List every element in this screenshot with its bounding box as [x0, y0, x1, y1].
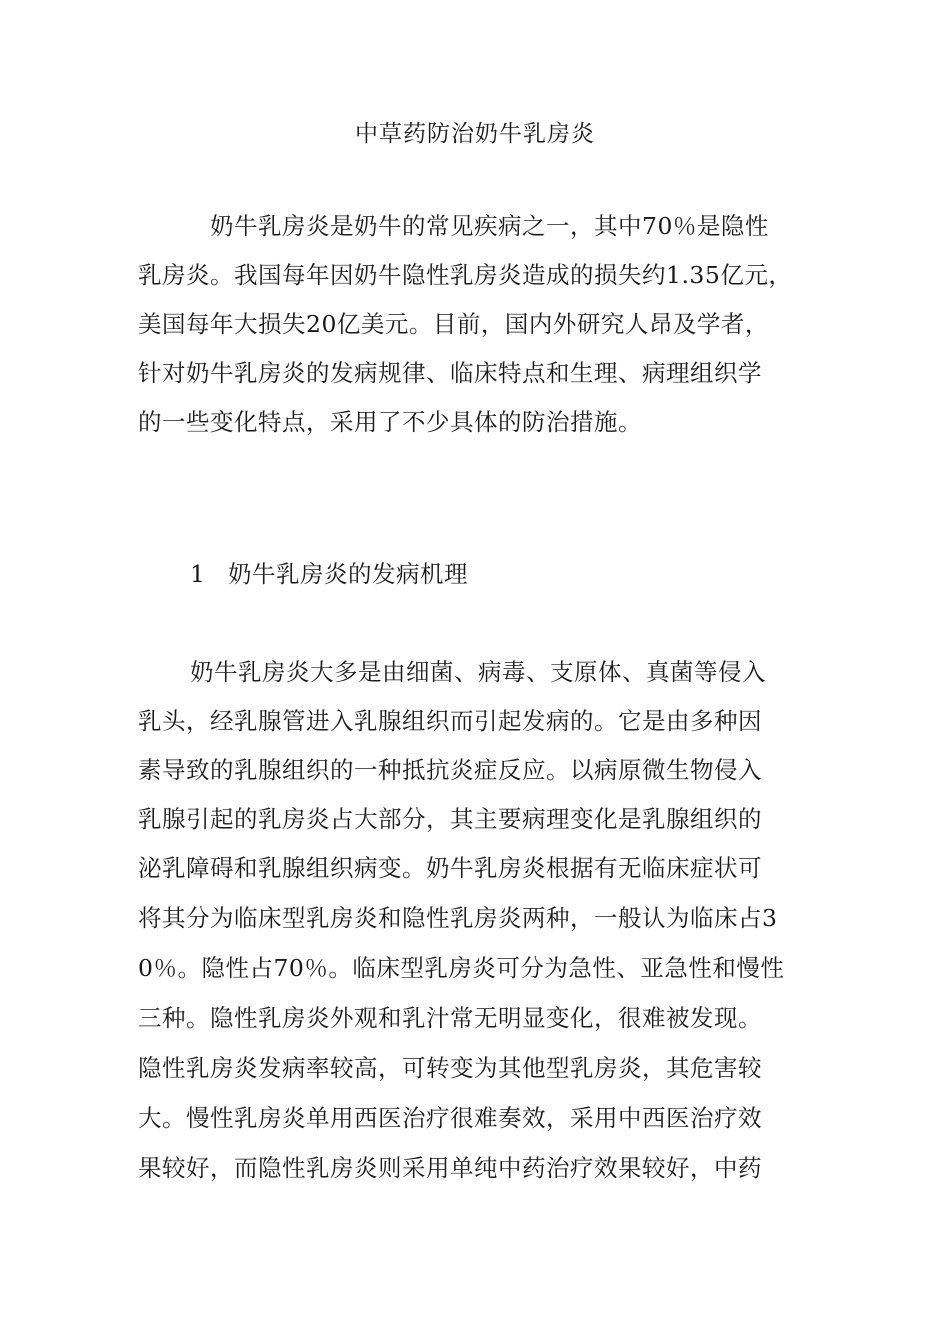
body-line: 泌乳障碍和乳腺组织病变。奶牛乳房炎根据有无临床症状可 [138, 854, 762, 882]
body-line: 果较好，而隐性乳房炎则采用单纯中药治疗效果较好，中药 [138, 1154, 762, 1182]
intro-line: 针对奶牛乳房炎的发病规律、临床特点和生理、病理组织学 [138, 359, 762, 387]
body-line: 大。慢性乳房炎单用西医治疗很难奏效，采用中西医治疗效 [138, 1104, 762, 1132]
document-title: 中草药防治奶牛乳房炎 [355, 121, 595, 147]
body-line: 素导致的乳腺组织的一种抵抗炎症反应。以病原微生物侵入 [138, 756, 762, 784]
body-line: 0％。隐性占70％。临床型乳房炎可分为急性、亚急性和慢性 [138, 954, 785, 982]
body-line: 隐性乳房炎发病率较高，可转变为其他型乳房炎，其危害较 [138, 1054, 762, 1082]
intro-line: 乳房炎。我国每年因奶牛隐性乳房炎造成的损失约1.35亿元， [138, 261, 793, 289]
intro-line: 的一些变化特点，采用了不少具体的防治措施。 [138, 408, 642, 436]
intro-line: 奶牛乳房炎是奶牛的常见疾病之一，其中70％是隐性 [210, 212, 769, 240]
body-line: 奶牛乳房炎大多是由细菌、病毒、支原体、真菌等侵入 [190, 658, 766, 686]
body-line: 三种。隐性乳房炎外观和乳汁常无明显变化，很难被发现。 [138, 1004, 762, 1032]
body-line: 将其分为临床型乳房炎和隐性乳房炎两种，一般认为临床占3 [138, 904, 778, 932]
section-heading [190, 558, 468, 590]
body-line: 乳腺引起的乳房炎占大部分，其主要病理变化是乳腺组织的 [138, 805, 762, 833]
intro-line: 美国每年大损失20亿美元。目前，国内外研究人昂及学者， [138, 310, 769, 338]
body-line: 乳头，经乳腺管进入乳腺组织而引起发病的。它是由多种因 [138, 707, 762, 735]
section-number: 1 [190, 560, 206, 588]
section-title: 奶牛乳房炎的发病机理 [228, 560, 468, 588]
